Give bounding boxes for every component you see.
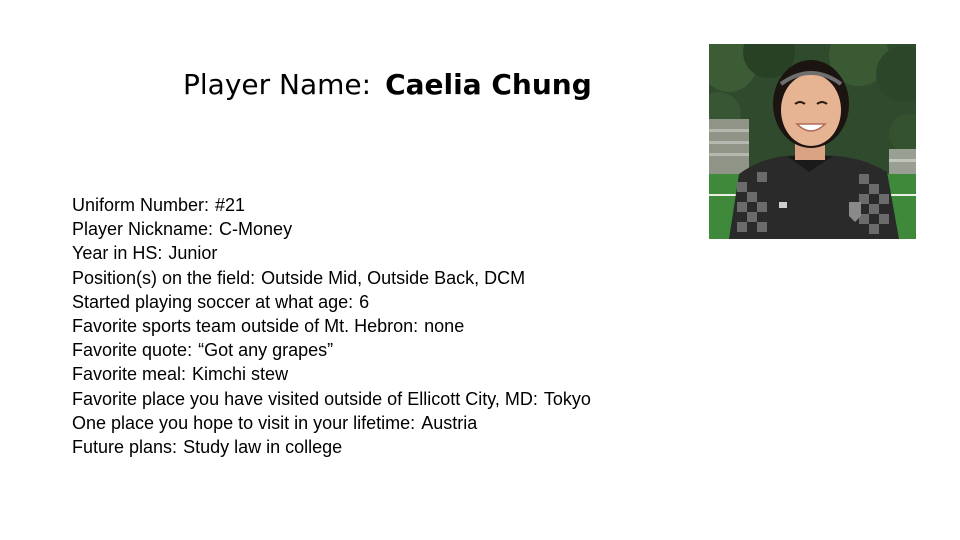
detail-hope-to-visit: One place you hope to visit in your lifetime: Austria — [72, 412, 478, 433]
detail-favorite-team: Favorite sports team outside of Mt. Hebron: none — [72, 316, 465, 337]
detail-favorite-place: Favorite place you have visited outside of Ellicott City, MD: Tokyo — [72, 388, 591, 409]
player-details-list — [72, 193, 591, 459]
detail-uniform-number: Uniform Number: #21 — [72, 195, 246, 215]
detail-year-in-hs: Year in HS: Junior — [72, 243, 218, 264]
detail-future-plans: Future plans: Study law in college — [72, 437, 343, 458]
player-name-value: Caelia Chung — [385, 68, 592, 101]
detail-started-age: Started playing soccer at what age: 6 — [72, 291, 370, 312]
player-name-title — [183, 64, 592, 106]
player-portrait-image — [709, 44, 916, 239]
detail-positions: Position(s) on the field: Outside Mid, Outside Back, DCM — [72, 267, 526, 288]
player-photo — [709, 44, 916, 239]
player-name-label: Player Name: — [183, 68, 372, 101]
detail-favorite-quote: Favorite quote: “Got any grapes” — [72, 340, 334, 361]
detail-nickname: Player Nickname: C-Money — [72, 219, 293, 240]
detail-favorite-meal: Favorite meal: Kimchi stew — [72, 364, 289, 385]
